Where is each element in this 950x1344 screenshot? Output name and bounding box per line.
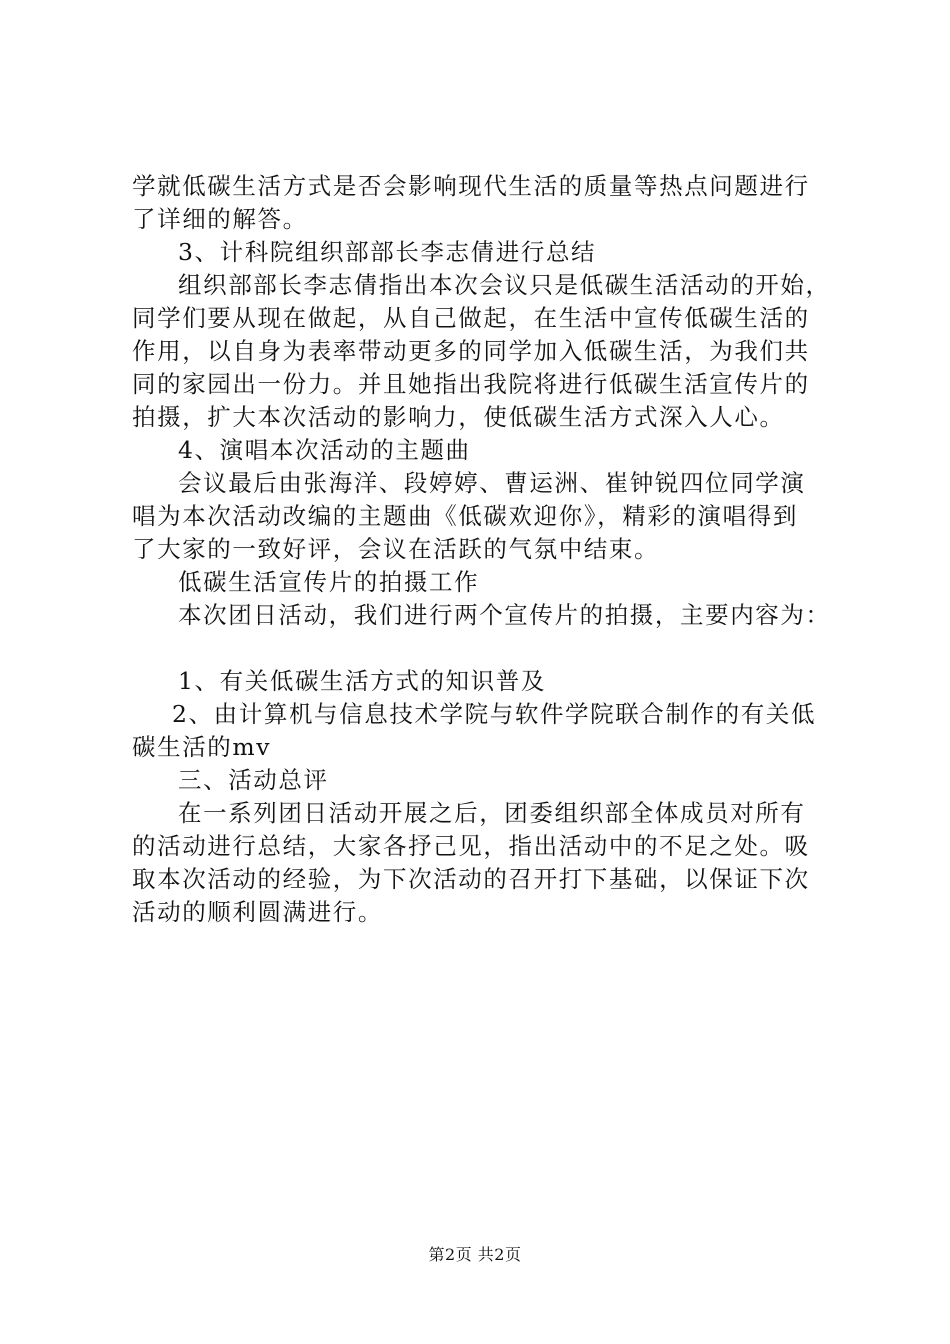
text-line: 碳生活的mv [132,733,272,761]
text-line: 在一系列团日活动开展之后，团委组织部全体成员对所有 [178,799,806,827]
text-line: 组织部部长李志倩指出本次会议只是低碳生活活动的开始， [178,271,831,299]
text-line: 了详细的解答。 [132,205,308,233]
text-line: 作用，以自身为表率带动更多的同学加入低碳生活，为我们共 [132,337,810,365]
text-line: 唱为本次活动改编的主题曲《低碳欢迎你》，精彩的演唱得到 [132,502,798,530]
page-number: 第2页 共2页 [428,1245,522,1264]
text-line: 同的家园出一份力。并且她指出我院将进行低碳生活宣传片的 [132,370,810,398]
text-line: 了大家的一致好评，会议在活跃的气氛中结束。 [132,535,660,563]
text-line: 本次团日活动，我们进行两个宣传片的拍摄，主要内容为： [178,601,831,629]
text-line: 取本次活动的经验，为下次活动的召开打下基础，以保证下次 [132,865,810,893]
text-line: 同学们要从现在做起，从自己做起，在生活中宣传低碳生活的 [132,304,810,332]
section-heading: 3、计科院组织部部长李志倩进行总结 [178,238,597,266]
page-footer [0,1244,950,1266]
section-heading: 三、活动总评 [178,766,329,794]
list-item: 2、由计算机与信息技术学院与软件学院联合制作的有关低 [172,700,817,728]
list-item: 1、有关低碳生活方式的知识普及 [178,667,546,695]
section-heading: 低碳生活宣传片的拍摄工作 [178,568,480,596]
blank-line [132,632,832,665]
text-line: 学就低碳生活方式是否会影响现代生活的质量等热点问题进行 [132,172,810,200]
section-heading: 4、演唱本次活动的主题曲 [178,436,471,464]
text-line: 拍摄，扩大本次活动的影响力，使低碳生活方式深入人心。 [132,403,785,431]
document-body [132,170,832,929]
text-line: 的活动进行总结，大家各抒己见，指出活动中的不足之处。吸 [132,832,810,860]
text-line: 活动的顺利圆满进行。 [132,898,383,926]
text-line: 会议最后由张海洋、段婷婷、曹运洲、崔钟锐四位同学演 [178,469,806,497]
